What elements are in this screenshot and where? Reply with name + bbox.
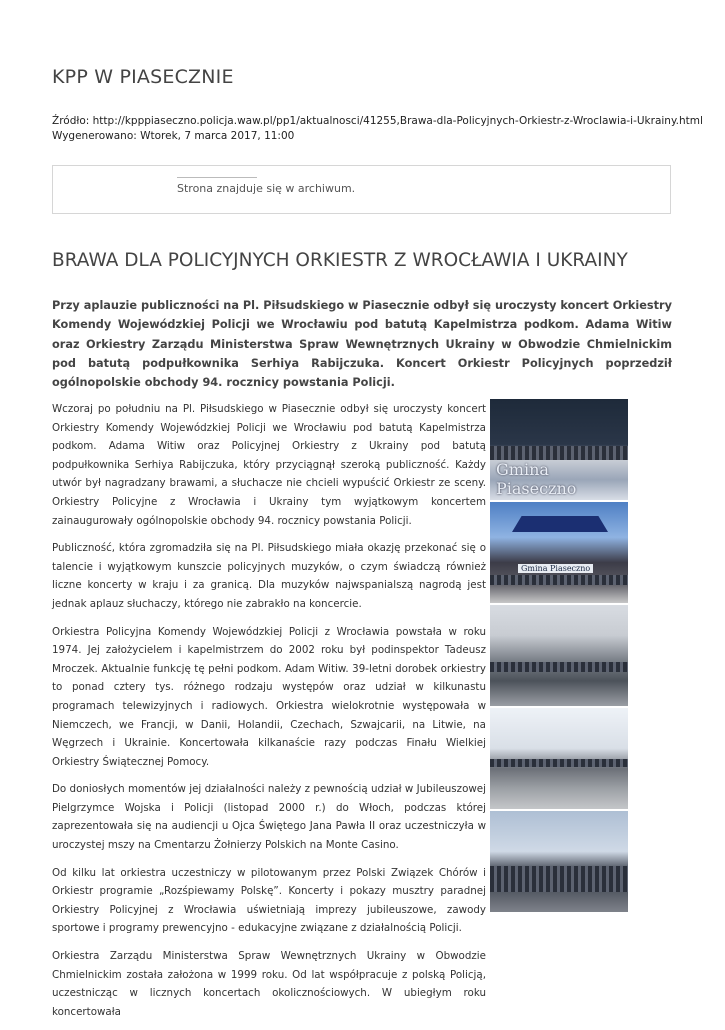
photo-crowd xyxy=(490,662,628,672)
article-paragraph: Publiczność, która zgromadziła się na Pl. Piłsudskiego miała okazję przekonać się o talencie i wyjątkowym kunszcie policyjnych muzyków, o czym świadczą również liczne koncerty w kraju i za granicą. Dla muzyków najwspanialszą nagrodą jest jednak aplauz słuchaczy, którego nie zabrakło na koncercie. xyxy=(52,542,486,610)
generated-date: Wygenerowano: Wtorek, 7 marca 2017, 11:00 xyxy=(52,130,295,142)
photo-conductor[interactable] xyxy=(490,811,628,912)
photo-figures xyxy=(490,446,628,460)
photo-sign-text: Gmina Piaseczno xyxy=(518,564,593,573)
article-title: BRAWA DLA POLICYJNYCH ORKIESTR Z WROCŁAWIA I UKRAINY xyxy=(52,250,628,271)
article-paragraph: Od kilku lat orkiestra uczestniczy w pilotowanym przez Polski Związek Chórów i Orkiestr programie „Rozśpiewamy Polskę”. Koncerty i pokazy musztry paradnej Orkiestry Policyjnej z Wrocławia uświetniają imprezy jubileuszowe, zawody sportowe i programy prewencyjno - edukacyjne związane z działalnością Policji. xyxy=(52,866,486,935)
article-paragraph: Wczoraj po południu na Pl. Piłsudskiego w Piasecznie odbył się uroczysty koncert Orkiestry Komendy Wojewódzkiej Policji we Wrocławiu pod batutą Kapelmistrza podkom. Adama Witiw oraz Policyjnej Orkiestry z Ukrainy pod batutą podpułkownika Serhiya Rabijczuka, który przyciągnął szeroką publiczność. Każdy utwór był nagradzany brawami, a słuchacze nie chcieli wypuścić Orkiestr ze sceny. Orkiestry Policyjne z Wrocławia i Ukrainy tym wyjątkowym koncertem zainaugurowały ogólnopolskie obchody 94. rocznicy powstania Policji. xyxy=(52,403,486,527)
photo-square[interactable] xyxy=(490,708,628,809)
photo-column xyxy=(490,399,628,914)
photo-stage-tent[interactable] xyxy=(490,502,628,603)
photo-crowd xyxy=(490,759,628,767)
photo-marching-band[interactable] xyxy=(490,605,628,706)
source-url[interactable]: Źródło: http://kpppiaseczno.policja.waw.pl/pp1/aktualnosci/41255,Brawa-dla-Policyjnych-Orkiestr-z-Wroclawia-i-Ukrainy.html xyxy=(52,115,703,127)
photo-orchestra-stage[interactable] xyxy=(490,399,628,500)
archive-divider xyxy=(177,177,257,178)
article-body xyxy=(52,400,486,1030)
site-title: KPP W PIASECZNIE xyxy=(52,66,234,88)
article-paragraph: Orkiestra Zarządu Ministerstwa Spraw Wewnętrznych Ukrainy w Obwodzie Chmielnickim została założona w 1999 roku. Od lat współpracuje z polską Policją, uczestnicząc w licznych koncertach okolicznościowych. W ubiegłym roku koncertowała xyxy=(52,950,486,1018)
photo-sign-text: Gmina Piaseczno xyxy=(496,460,577,498)
article-paragraph: Do doniosłych momentów jej działalności należy z pewnością udział w Jubileuszowej Pielgrzymce Wojska i Policji (listopad 2000 r.) do Włoch, podczas której zaprezentowała się na audiencji u Ojca Świętego Jana Pawła II oraz uczestniczyła w uroczystej mszy na Cmentarzu Żołnierzy Polskich na Monte Casino. xyxy=(52,783,486,852)
article-lead: Przy aplauzie publiczności na Pl. Piłsudskiego w Piasecznie odbył się uroczysty koncert Orkiestry Komendy Wojewódzkiej Policji we Wrocławiu pod batutą Kapelmistrza podkom. Adama Witiw oraz Orkiestry Zarządu Ministerstwa Spraw Wewnętrznych Ukrainy w Obwodzie Chmielnickim pod batutą podpułkownika Serhiya Rabijczuka. Koncert Orkiestr Policyjnych poprzedził ogólnopolskie obchody 94. rocznicy powstania Policji. xyxy=(52,299,672,390)
document-meta xyxy=(52,114,703,144)
archive-notice: Strona znajduje się w archiwum. xyxy=(177,182,356,195)
photo-stage-roof xyxy=(512,516,608,532)
photo-musicians xyxy=(490,866,628,892)
article-paragraph: Orkiestra Policyjna Komendy Wojewódzkiej Policji z Wrocławia powstała w roku 1974. Jej założycielem i kapelmistrzem do 2002 roku był podinspektor Tadeusz Mroczek. Aktualnie funkcję tę pełni podkom. Adam Witiw. 39-letni dorobek orkiestry to ponad cztery tys. różnego rodzaju występów oraz udział w kilkunastu programach telewizyjnych i radiowych. Orkiestra wielokrotnie występowała w Niemczech, we Francji, w Danii, Holandii, Czechach, Szwajcarii, na Litwie, na Węgrzech i Ukrainie. Koncertowała kilkanaście razy podczas Finału Wielkiej Orkiestry Świątecznej Pomocy. xyxy=(52,625,486,768)
archive-notice-box xyxy=(52,165,671,214)
photo-crowd xyxy=(490,575,628,585)
